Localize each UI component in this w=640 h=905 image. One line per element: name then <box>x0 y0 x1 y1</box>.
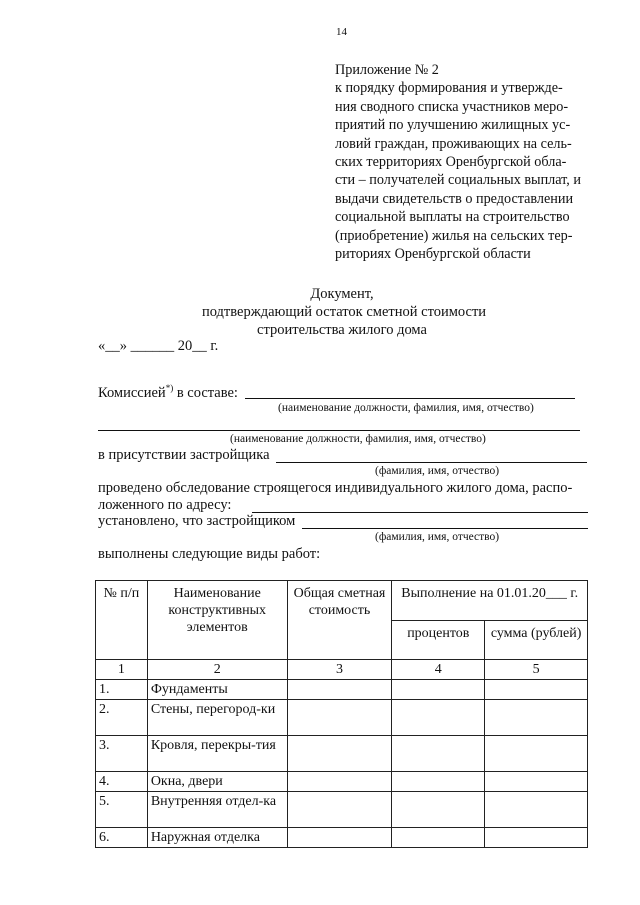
cell-sum[interactable] <box>485 680 588 700</box>
table-row <box>96 700 588 736</box>
header-sum: сумма (рублей) <box>485 621 588 660</box>
appendix-line: ских территориях Оренбургской обла- <box>335 154 567 171</box>
caption-full-name: (фамилия, имя, отчество) <box>375 531 500 543</box>
cell-total-cost[interactable] <box>287 736 392 772</box>
row-num: 2. <box>96 700 148 736</box>
page-number: 14 <box>336 26 347 38</box>
appendix-line: к порядку формирования и утвержде- <box>335 80 563 97</box>
works-label: выполнены следующие виды работ: <box>98 546 321 562</box>
presence-label: в присутствии застройщика <box>98 447 270 463</box>
header-completion: Выполнение на 01.01.20___ г. <box>392 581 588 621</box>
inspection-text: ложенного по адресу: <box>98 497 232 513</box>
cell-sum[interactable] <box>485 700 588 736</box>
established-label: установлено, что застройщиком <box>98 513 296 529</box>
appendix-line: ния сводного списка участников меро- <box>335 98 569 115</box>
cell-total-cost[interactable] <box>287 772 392 792</box>
date-line[interactable]: «__» ______ 20__ г. <box>98 338 219 354</box>
appendix-line: (приобретение) жилья на сельских тер- <box>335 227 573 244</box>
row-num: 5. <box>96 792 148 828</box>
appendix-line: социальной выплаты на строительство <box>335 209 570 226</box>
commission-input-line-2[interactable] <box>98 430 580 431</box>
caption-position-name: (наименование должности, фамилия, имя, отчество) <box>278 402 534 414</box>
caption-position-name: (наименование должности, фамилия, имя, отчество) <box>230 433 486 445</box>
appendix-title: Приложение № 2 <box>335 62 439 78</box>
appendix-line: риториях Оренбургской области <box>335 246 531 263</box>
commission-label: Комиссией*) в составе: <box>98 383 238 401</box>
appendix-line: приятий по улучшению жилищных ус- <box>335 117 571 134</box>
cell-sum[interactable] <box>485 792 588 828</box>
developer-works-input-line[interactable] <box>302 528 588 529</box>
cell-sum[interactable] <box>485 736 588 772</box>
table-row <box>96 828 588 848</box>
cell-percent[interactable] <box>392 680 485 700</box>
row-num: 3. <box>96 736 148 772</box>
document-heading <box>0 285 640 340</box>
row-name: Стены, перегород-ки <box>147 700 287 736</box>
commission-input-line[interactable] <box>245 398 575 399</box>
document-title: Документ, <box>310 286 374 302</box>
cell-sum[interactable] <box>485 828 588 848</box>
table-row <box>96 680 588 700</box>
appendix-line: выдачи свидетельств о предоставлении <box>335 190 574 207</box>
header-total-cost: Общая сметная стоимость <box>287 581 392 660</box>
appendix-line: ловий граждан, проживающих на сель- <box>335 135 572 152</box>
header-name: Наименование конструктивных элементов <box>147 581 287 660</box>
cell-total-cost[interactable] <box>287 700 392 736</box>
cell-percent[interactable] <box>392 828 485 848</box>
caption-full-name: (фамилия, имя, отчество) <box>375 465 500 477</box>
row-name: Внутренняя отдел-ка <box>147 792 287 828</box>
column-number: 4 <box>392 660 485 680</box>
cell-sum[interactable] <box>485 772 588 792</box>
column-number: 5 <box>485 660 588 680</box>
header-percent: процентов <box>392 621 485 660</box>
table-row <box>96 736 588 772</box>
row-num: 4. <box>96 772 148 792</box>
cell-total-cost[interactable] <box>287 680 392 700</box>
column-number: 1 <box>96 660 148 680</box>
row-name: Окна, двери <box>147 772 287 792</box>
header-num: № п/п <box>96 581 148 660</box>
column-number: 3 <box>287 660 392 680</box>
row-name: Наружная отделка <box>147 828 287 848</box>
row-num: 6. <box>96 828 148 848</box>
inspection-text: проведено обследование строящегося индивидуального жилого дома, распо- <box>98 480 573 496</box>
document-subtitle: строительства жилого дома <box>257 322 427 339</box>
developer-input-line[interactable] <box>276 462 587 463</box>
cell-total-cost[interactable] <box>287 792 392 828</box>
appendix-block <box>335 61 581 263</box>
column-number: 2 <box>147 660 287 680</box>
cell-total-cost[interactable] <box>287 828 392 848</box>
row-name: Кровля, перекры-тия <box>147 736 287 772</box>
table-row <box>96 792 588 828</box>
table-row <box>96 772 588 792</box>
cell-percent[interactable] <box>392 700 485 736</box>
cell-percent[interactable] <box>392 736 485 772</box>
document-subtitle: подтверждающий остаток сметной стоимости <box>201 304 487 321</box>
appendix-line: сти – получателей социальных выплат, и <box>335 172 581 189</box>
cell-percent[interactable] <box>392 792 485 828</box>
works-table <box>95 580 588 848</box>
cell-percent[interactable] <box>392 772 485 792</box>
row-num: 1. <box>96 680 148 700</box>
row-name: Фундаменты <box>147 680 287 700</box>
address-input-line[interactable] <box>252 512 588 513</box>
